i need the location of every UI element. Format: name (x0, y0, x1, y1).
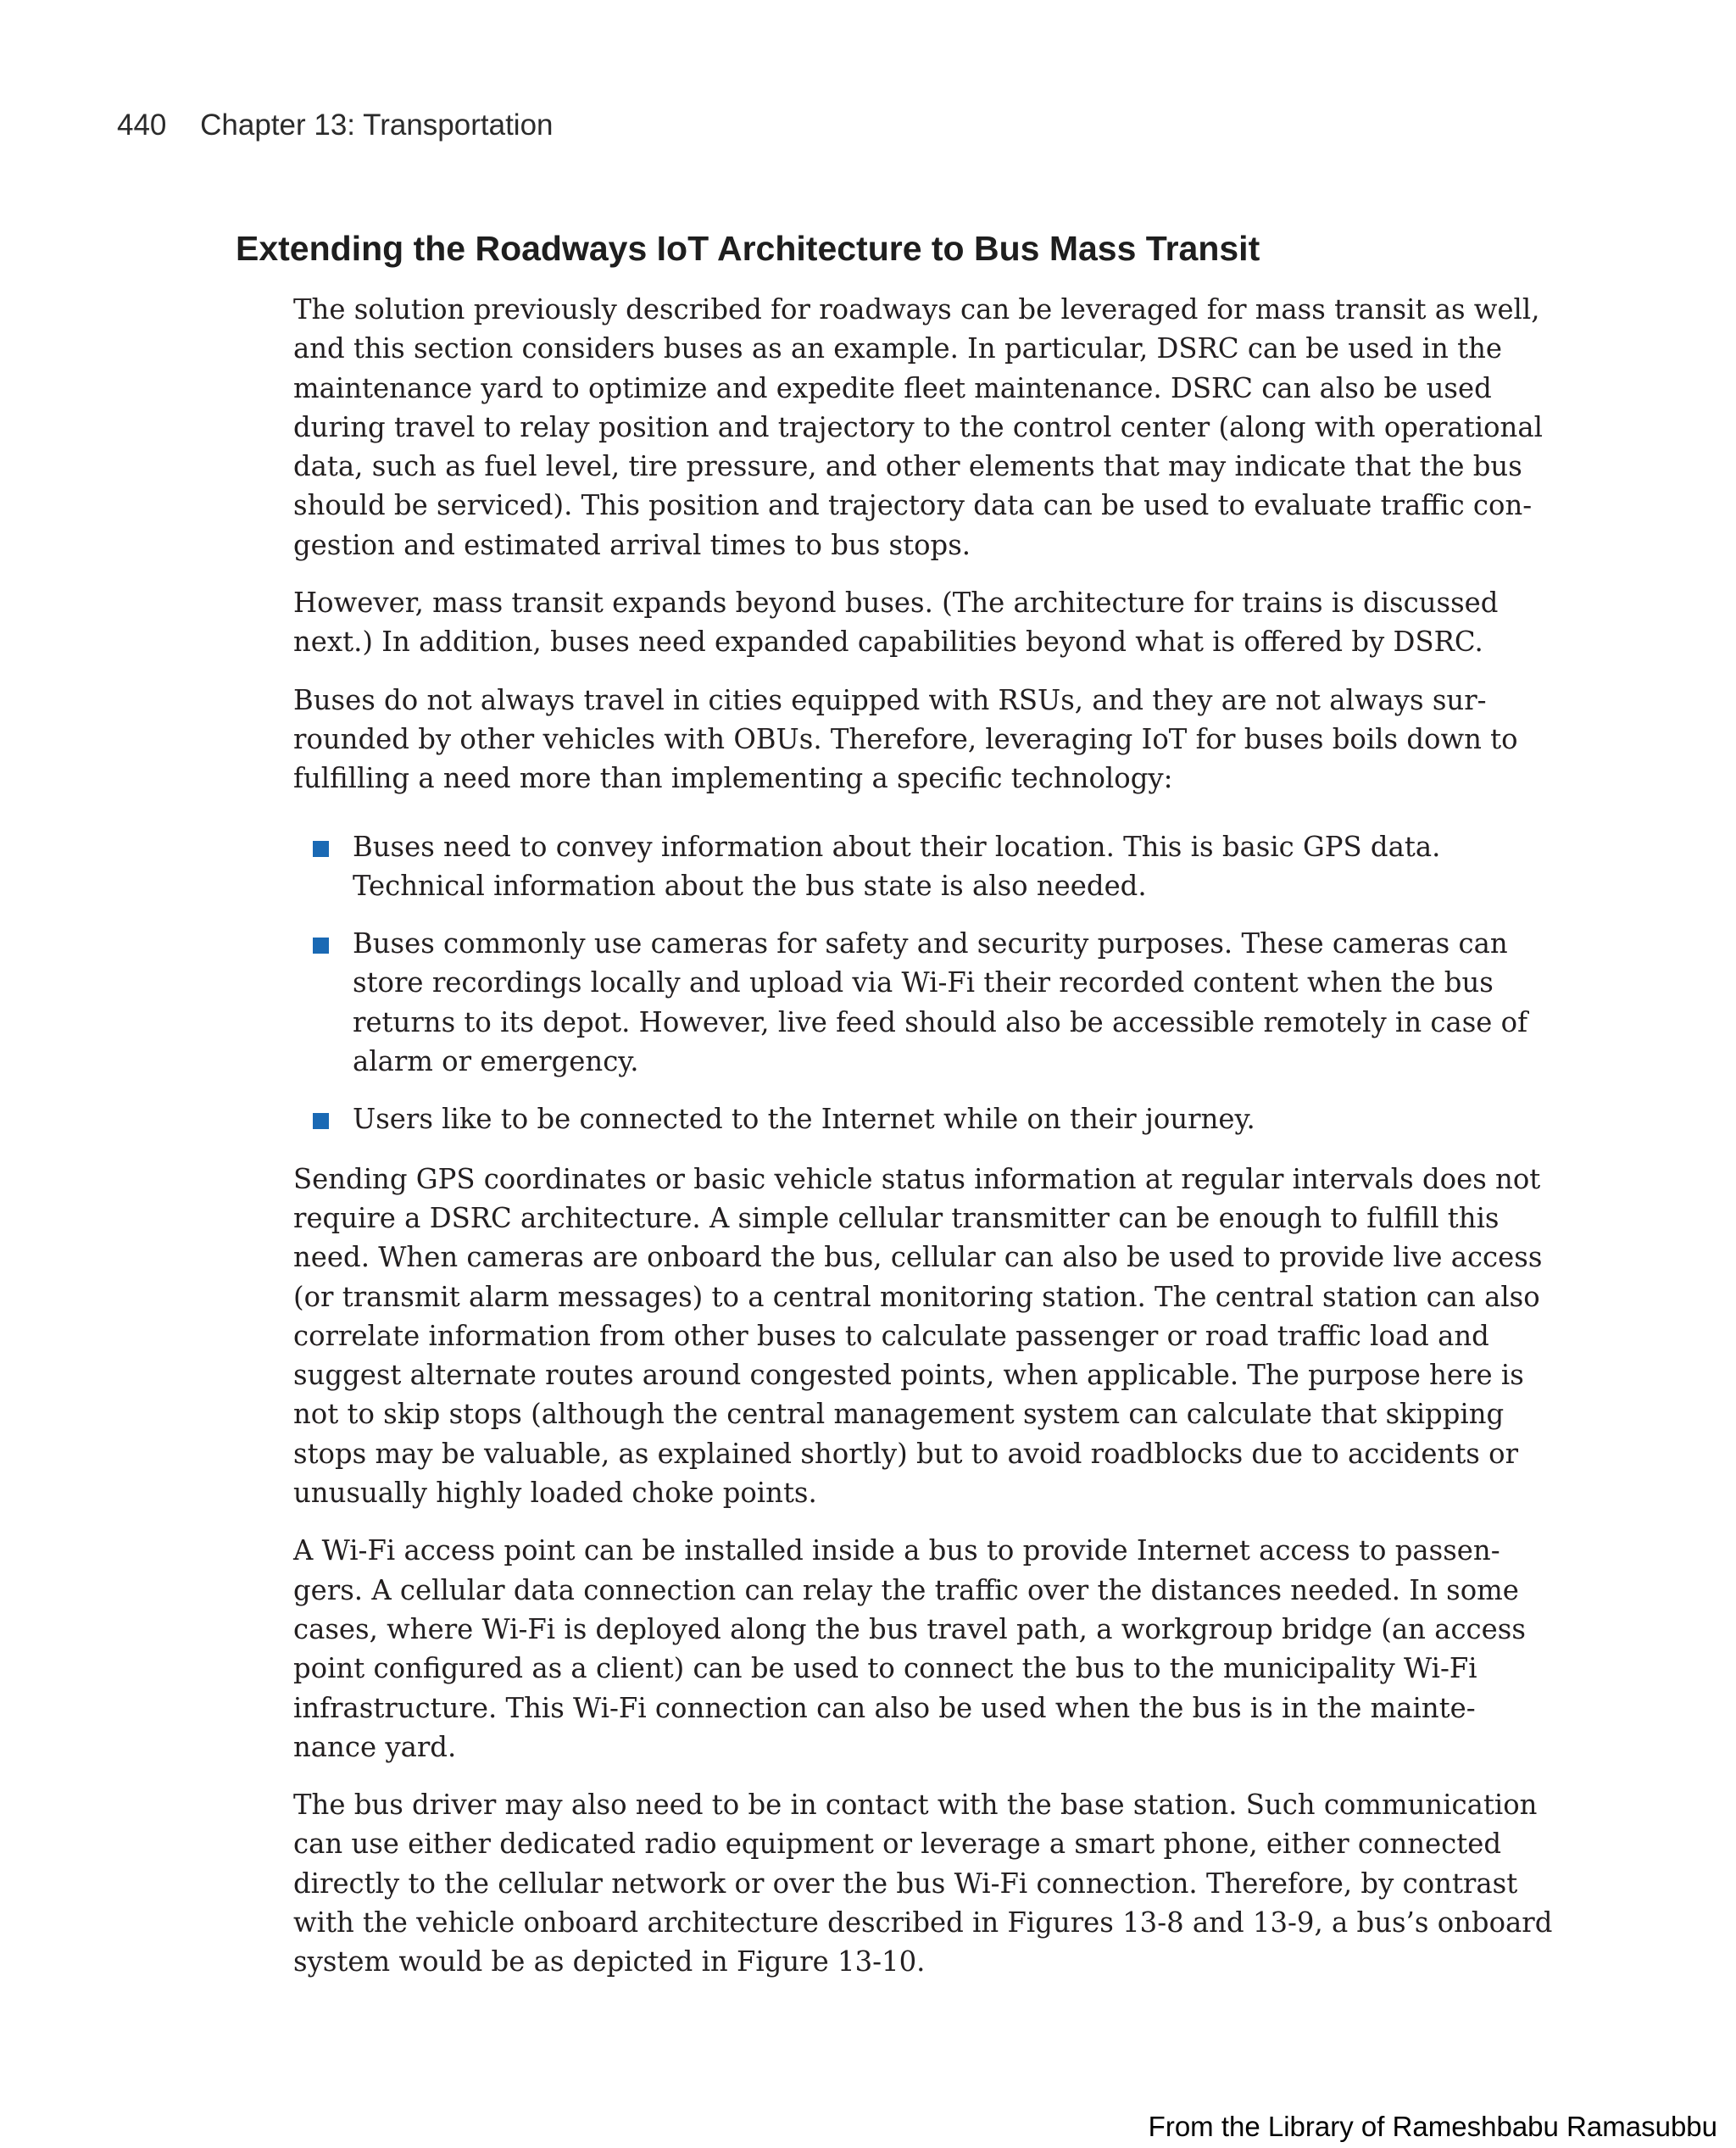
paragraph (293, 1785, 1553, 1981)
paragraph (293, 1531, 1526, 1767)
text-line: with the vehicle onboard architecture described in Figures 13-8 and 13-9, a bus’s onboard (293, 1906, 1553, 1939)
list-item (293, 827, 1446, 906)
text-line: system would be as depicted in Figure 13-10. (293, 1945, 926, 1978)
list-item (293, 924, 1528, 1081)
text-line: need. When cameras are onboard the bus, cellular can also be used to provide live access (293, 1241, 1543, 1274)
list-item (293, 1099, 1446, 1138)
text-line: suggest alternate routes around congested points, when applicable. The purpose here is (293, 1359, 1524, 1392)
text-line: require a DSRC architecture. A simple cellular transmitter can be enough to fulfill this (293, 1201, 1500, 1234)
text-line: point configured as a client) can be used to connect the bus to the municipality Wi-Fi (293, 1652, 1477, 1685)
text-line: Buses commonly use cameras for safety and security purposes. These cameras can (353, 927, 1508, 960)
paragraph (293, 1160, 1543, 1513)
text-line: fulfilling a need more than implementing a specific technology: (293, 762, 1173, 795)
text-line: next.) In addition, buses need expanded capabilities beyond what is offered by DSRC. (293, 626, 1483, 659)
bullet-list (293, 827, 1528, 1139)
text-line: data, such as fuel level, tire pressure, and other elements that may indicate that the bus (293, 450, 1522, 483)
text-line: However, mass transit expands beyond buses. (The architecture for trains is discussed (293, 587, 1499, 620)
text-line: rounded by other vehicles with OBUs. Therefore, leveraging IoT for buses boils down to (293, 722, 1518, 755)
list-item-text (353, 827, 1446, 906)
text-line: gers. A cellular data connection can relay the traffic over the distances needed. In some (293, 1573, 1519, 1606)
text-line: Sending GPS coordinates or basic vehicle status information at regular intervals does not (293, 1162, 1541, 1195)
text-line: and this section considers buses as an example. In particular, DSRC can be used in the (293, 332, 1503, 365)
paragraph (293, 290, 1543, 565)
text-line: Buses need to convey information about their location. This is basic GPS data. (353, 830, 1441, 863)
text-line: Buses do not always travel in cities equipped with RSUs, and they are not always sur- (293, 683, 1487, 716)
text-line: The bus driver may also need to be in contact with the base station. Such communication (293, 1789, 1538, 1822)
section-heading: Extending the Roadways IoT Architecture to Bus Mass Transit (236, 229, 1260, 268)
square-bullet-icon (313, 841, 329, 857)
text-line: correlate information from other buses to calculate passenger or road traffic load and (293, 1319, 1489, 1352)
text-line: cases, where Wi-Fi is deployed along the bus travel path, a workgroup bridge (an access (293, 1612, 1526, 1645)
library-watermark: From the Library of Rameshbabu Ramasubbu (1148, 2111, 1717, 2142)
text-line: Users like to be connected to the Internet while on their journey. (353, 1103, 1255, 1136)
text-line: A Wi-Fi access point can be installed inside a bus to provide Internet access to passen- (293, 1534, 1500, 1567)
text-line: gestion and estimated arrival times to bus stops. (293, 528, 971, 561)
running-head (117, 109, 554, 142)
text-line: unusually highly loaded choke points. (293, 1477, 817, 1510)
page-number: 440 (117, 109, 167, 142)
text-line: The solution previously described for roadways can be leveraged for mass transit as well, (293, 293, 1540, 326)
text-line: can use either dedicated radio equipment or leverage a smart phone, either connected (293, 1828, 1502, 1861)
paragraph (293, 681, 1518, 799)
text-line: not to skip stops (although the central management system can calculate that skipping (293, 1398, 1505, 1431)
paragraph (293, 583, 1499, 662)
text-line: should be serviced). This position and trajectory data can be used to evaluate traffic con- (293, 489, 1533, 522)
text-line: returns to its depot. However, live feed should also be accessible remotely in case of (353, 1005, 1528, 1038)
square-bullet-icon (313, 938, 329, 954)
text-line: directly to the cellular network or over the bus Wi-Fi connection. Therefore, by contrast (293, 1867, 1518, 1900)
list-item-text (353, 1099, 1446, 1138)
body-text (293, 290, 1553, 2001)
list-item-text (353, 924, 1528, 1081)
text-line: alarm or emergency. (353, 1045, 639, 1078)
text-line: store recordings locally and upload via Wi-Fi their recorded content when the bus (353, 966, 1494, 999)
chapter-title: Chapter 13: Transportation (200, 109, 554, 142)
text-line: Technical information about the bus state is also needed. (353, 869, 1147, 902)
text-line: infrastructure. This Wi-Fi connection can also be used when the bus is in the mainte- (293, 1691, 1476, 1724)
text-line: maintenance yard to optimize and expedite fleet maintenance. DSRC can also be used (293, 371, 1492, 404)
text-line: during travel to relay position and trajectory to the control center (along with operational (293, 410, 1543, 443)
square-bullet-icon (313, 1113, 329, 1129)
text-line: stops may be valuable, as explained shortly) but to avoid roadblocks due to accidents or (293, 1437, 1519, 1470)
text-line: nance yard. (293, 1730, 457, 1763)
text-line: (or transmit alarm messages) to a central monitoring station. The central station can also (293, 1280, 1540, 1313)
